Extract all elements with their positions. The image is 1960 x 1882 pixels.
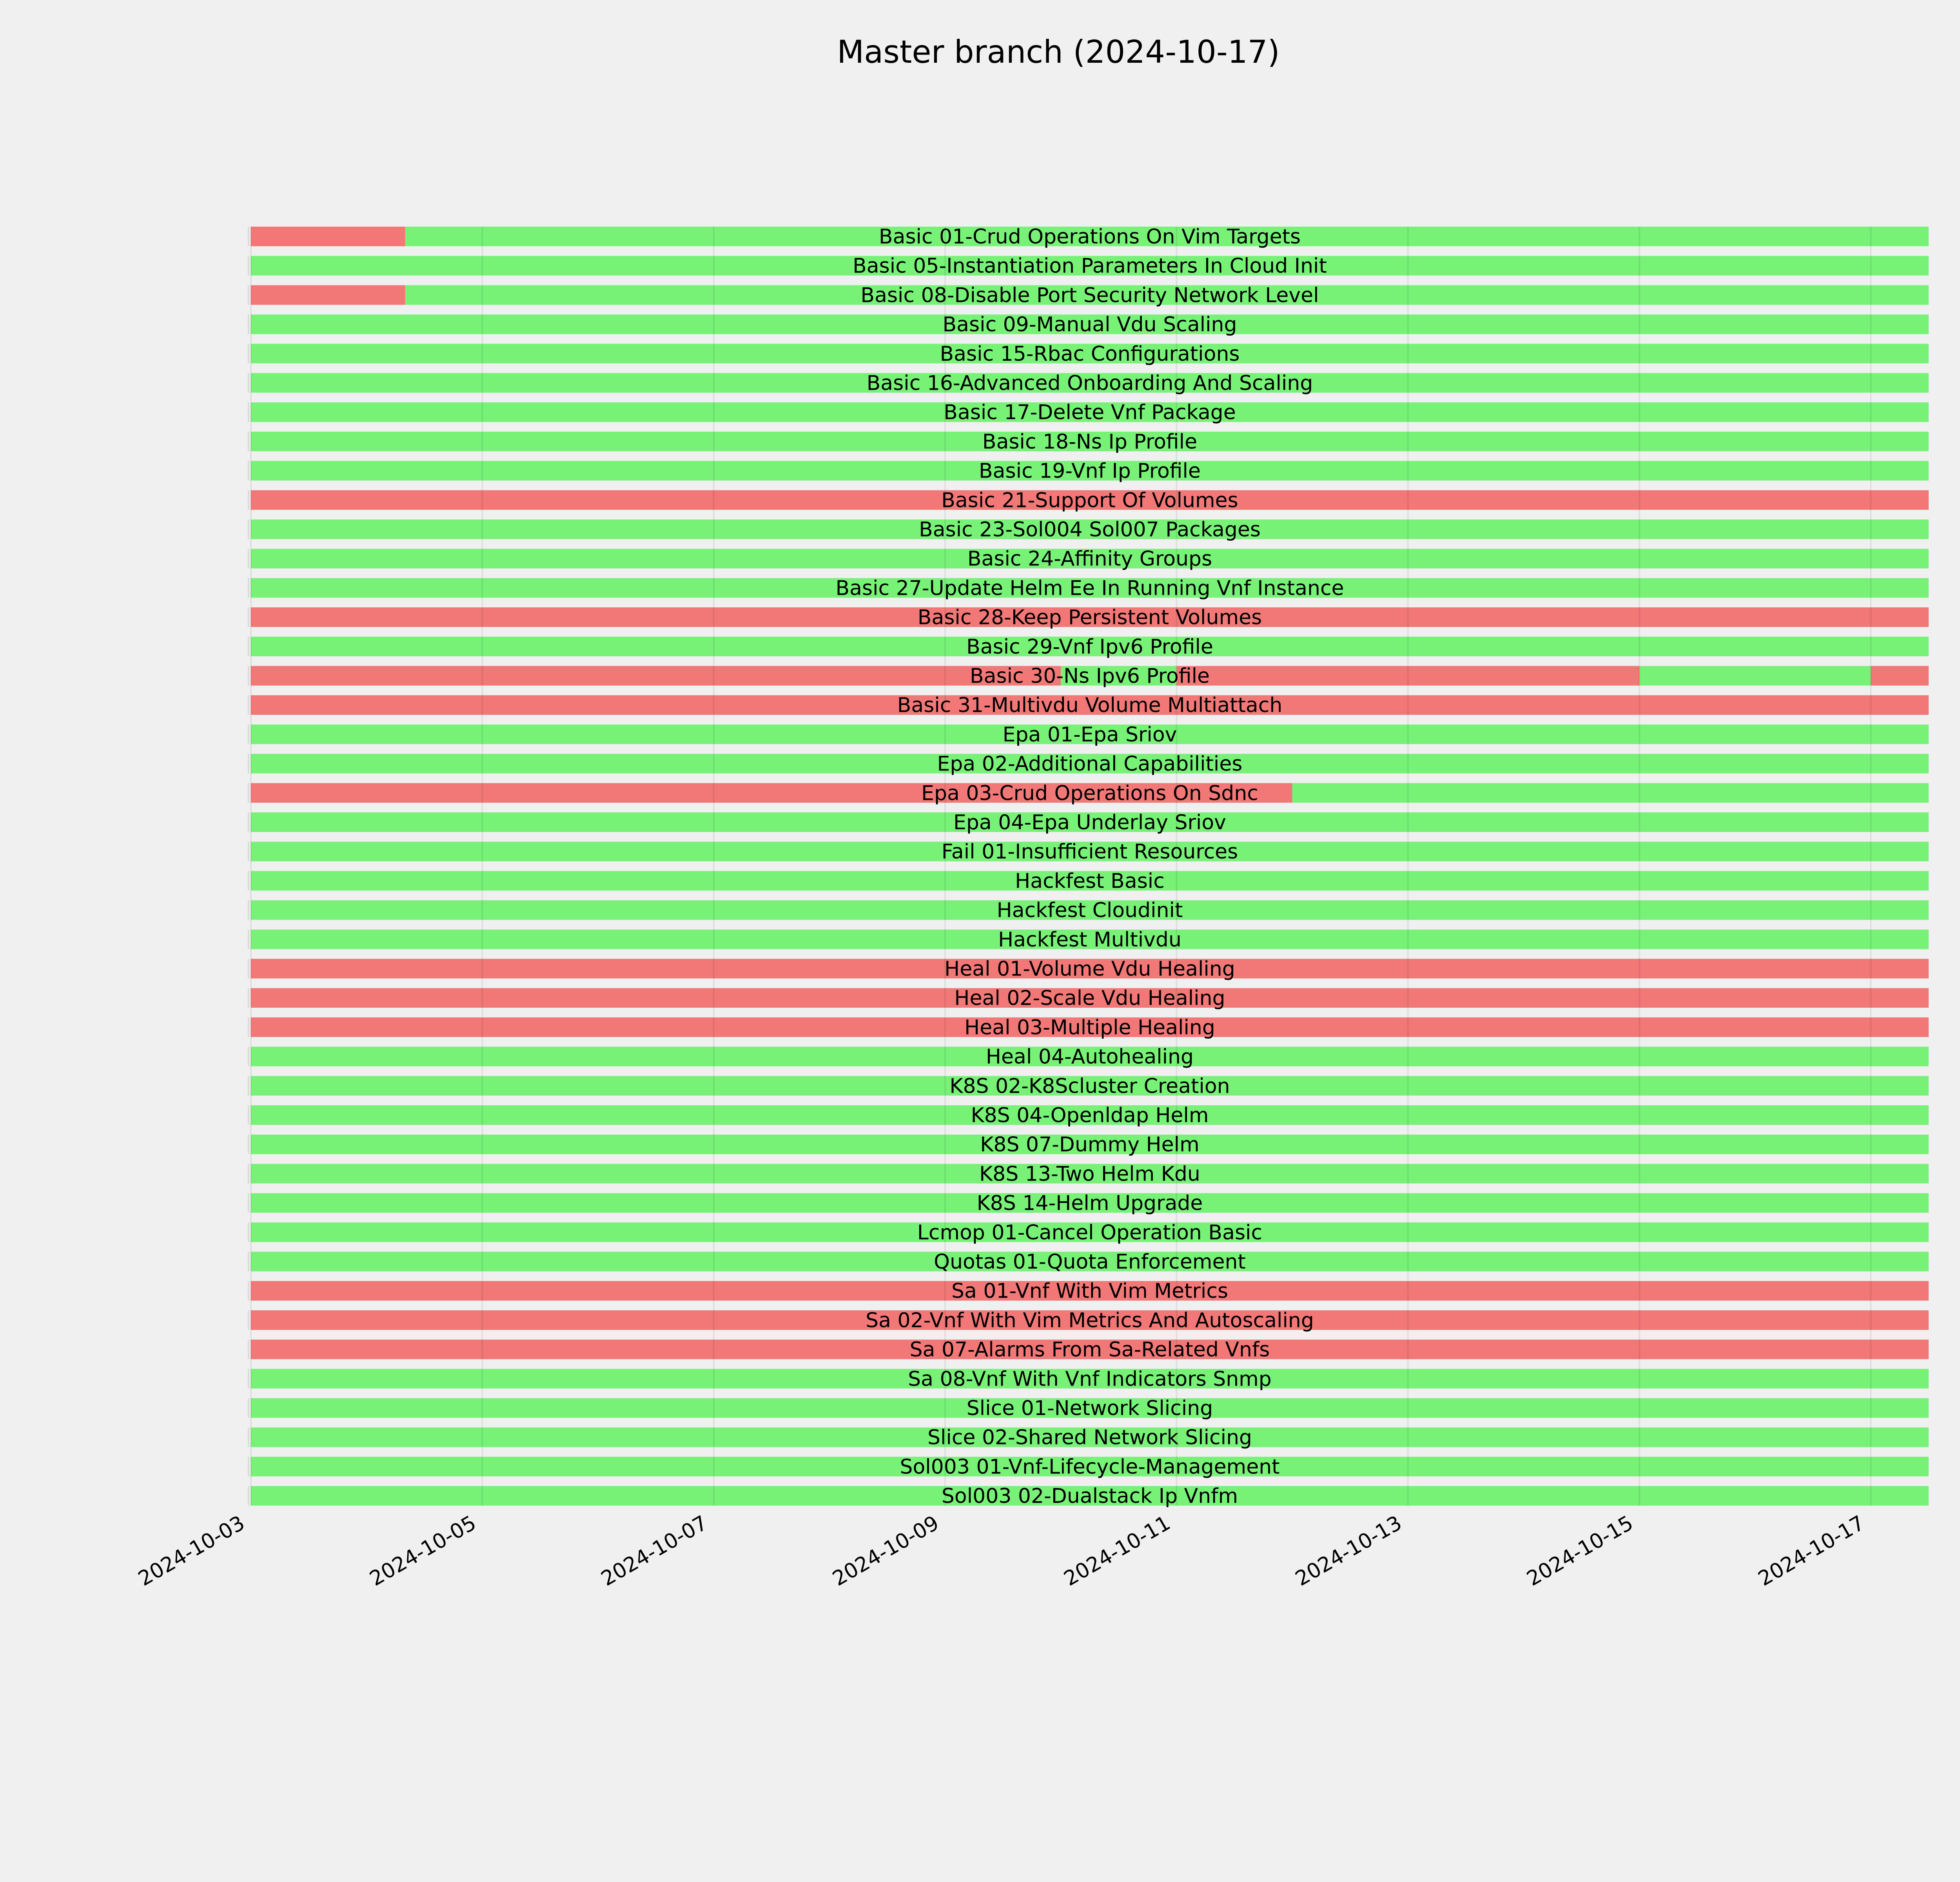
row-start-marker	[248, 1193, 249, 1213]
row-start-marker	[248, 461, 249, 481]
bar-label: K8S 13-Two Helm Kdu	[979, 1162, 1200, 1186]
row-start-marker	[248, 1017, 249, 1037]
row-start-marker	[248, 725, 249, 744]
row-start-marker	[248, 432, 249, 451]
x-tick-label: 2024-10-05	[366, 1511, 480, 1591]
row-start-marker	[248, 842, 249, 861]
row-start-marker	[248, 373, 249, 393]
chart-title: Master branch (2024-10-17)	[837, 34, 1280, 70]
bar-label: Basic 08-Disable Port Security Network Level	[860, 283, 1319, 307]
bar-label: Basic 09-Manual Vdu Scaling	[942, 313, 1237, 337]
bar-label: Heal 03-Multiple Healing	[964, 1015, 1215, 1039]
row-start-marker	[248, 578, 249, 598]
bar-label: Epa 02-Additional Capabilities	[937, 752, 1243, 776]
bar-label: Basic 19-Vnf Ip Profile	[978, 459, 1201, 483]
row-start-marker	[248, 1428, 249, 1447]
bar-label: Basic 17-Delete Vnf Package	[944, 401, 1236, 425]
bar-segment-fail	[1871, 666, 1929, 686]
x-tick-label: 2024-10-11	[1060, 1511, 1174, 1591]
bar-label: Sa 02-Vnf With Vim Metrics And Autoscaling	[866, 1308, 1314, 1332]
row-start-marker	[248, 900, 249, 920]
bar-label: Quotas 01-Quota Enforcement	[934, 1250, 1246, 1274]
row-start-marker	[248, 227, 249, 246]
bar-label: K8S 04-Openldap Helm	[971, 1104, 1209, 1127]
bar-label: Hackfest Cloudinit	[996, 899, 1183, 923]
row-start-marker	[248, 988, 249, 1008]
bar-label: Sa 07-Alarms From Sa-Related Vnfs	[909, 1338, 1270, 1362]
x-tick-label: 2024-10-07	[597, 1511, 712, 1591]
bar-label: Sa 01-Vnf With Vim Metrics	[951, 1279, 1229, 1303]
x-tick-label: 2024-10-03	[134, 1511, 249, 1591]
row-start-marker	[248, 1369, 249, 1388]
bar-label: Basic 28-Keep Persistent Volumes	[917, 606, 1262, 630]
row-start-marker	[248, 1164, 249, 1183]
bar-label: Epa 01-Epa Sriov	[1002, 723, 1177, 747]
x-tick-label: 2024-10-15	[1523, 1511, 1637, 1591]
bar-label: Basic 27-Update Helm Ee In Running Vnf Instance	[835, 576, 1344, 600]
row-start-marker	[248, 637, 249, 656]
bar-label: Hackfest Basic	[1015, 869, 1165, 893]
row-start-marker	[248, 812, 249, 832]
bar-label: Heal 02-Scale Vdu Healing	[954, 986, 1225, 1010]
bar-label: Sol003 02-Dualstack Ip Vnfm	[941, 1484, 1238, 1508]
row-start-marker	[248, 1486, 249, 1506]
bar-segment-pass	[1639, 666, 1871, 686]
row-start-marker	[248, 1076, 249, 1095]
bar-label: Sol003 01-Vnf-Lifecycle-Management	[900, 1455, 1280, 1479]
row-start-marker	[248, 520, 249, 539]
bar-label: Basic 29-Vnf Ipv6 Profile	[966, 635, 1213, 659]
x-tick-label: 2024-10-13	[1291, 1511, 1406, 1591]
row-start-marker	[248, 1281, 249, 1301]
row-start-marker	[248, 666, 249, 686]
bar-label: Basic 31-Multivdu Volume Multiattach	[897, 694, 1283, 718]
row-start-marker	[248, 1135, 249, 1154]
bar-segment-fail	[251, 227, 405, 246]
bar-label: K8S 02-K8Scluster Creation	[949, 1074, 1230, 1098]
bar-label: Basic 16-Advanced Onboarding And Scaling	[866, 371, 1313, 395]
bar-label: Basic 01-Crud Operations On Vim Targets	[878, 225, 1301, 249]
bar-label: Basic 23-Sol004 Sol007 Packages	[919, 518, 1261, 541]
x-tick-label: 2024-10-09	[828, 1511, 943, 1591]
bar-segment-pass	[1292, 783, 1929, 803]
bar-label: Basic 18-Ns Ip Profile	[982, 430, 1198, 454]
row-start-marker	[248, 1340, 249, 1359]
bar-label: Heal 01-Volume Vdu Healing	[944, 957, 1235, 981]
bar-label: Sa 08-Vnf With Vnf Indicators Snmp	[908, 1367, 1272, 1391]
bar-label: Basic 30-Ns Ipv6 Profile	[969, 664, 1210, 688]
bar-label: Epa 03-Crud Operations On Sdnc	[921, 781, 1258, 805]
row-start-marker	[248, 549, 249, 569]
row-start-marker	[248, 783, 249, 803]
bar-label: Heal 04-Autohealing	[985, 1045, 1194, 1069]
row-start-marker	[248, 1047, 249, 1066]
bar-label: K8S 07-Dummy Helm	[980, 1133, 1200, 1157]
row-start-marker	[248, 402, 249, 422]
row-start-marker	[248, 314, 249, 334]
row-start-marker	[248, 1310, 249, 1330]
row-start-marker	[248, 1457, 249, 1476]
x-tick-label: 2024-10-17	[1754, 1511, 1869, 1591]
row-start-marker	[248, 256, 249, 276]
bar-label: Basic 15-Rbac Configurations	[940, 342, 1240, 366]
row-start-marker	[248, 490, 249, 510]
row-start-marker	[248, 1223, 249, 1242]
bar-label: Slice 01-Network Slicing	[966, 1397, 1213, 1420]
row-start-marker	[248, 344, 249, 363]
bar-label: Fail 01-Insufficient Resources	[941, 840, 1238, 864]
row-start-marker	[248, 871, 249, 890]
row-start-marker	[248, 959, 249, 979]
bar-label: Basic 21-Support Of Volumes	[941, 489, 1238, 512]
row-start-marker	[248, 1398, 249, 1418]
bar-segment-fail	[251, 666, 1061, 686]
row-start-marker	[248, 285, 249, 305]
bar-segment-fail	[251, 285, 405, 305]
row-start-marker	[248, 607, 249, 627]
row-start-marker	[248, 1105, 249, 1125]
row-start-marker	[248, 695, 249, 715]
row-start-marker	[248, 930, 249, 949]
row-start-marker	[248, 1252, 249, 1272]
bar-label: Basic 24-Affinity Groups	[967, 547, 1212, 571]
bar-label: Basic 05-Instantiation Parameters In Cloud Init	[853, 254, 1327, 278]
bar-label: Lcmop 01-Cancel Operation Basic	[917, 1221, 1263, 1244]
bar-label: Slice 02-Shared Network Slicing	[927, 1426, 1252, 1450]
bar-label: Hackfest Multivdu	[998, 928, 1181, 952]
row-start-marker	[248, 754, 249, 774]
bar-label: Epa 04-Epa Underlay Sriov	[953, 811, 1226, 834]
bar-label: K8S 14-Helm Upgrade	[976, 1192, 1203, 1215]
